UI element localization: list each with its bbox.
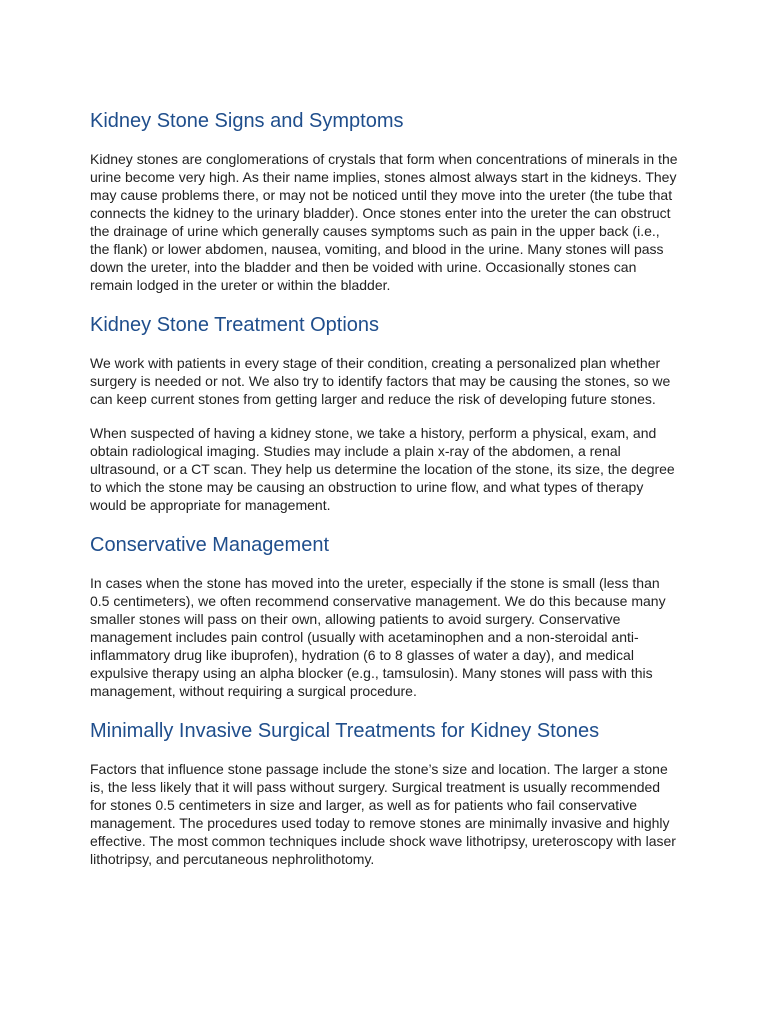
- body-paragraph: We work with patients in every stage of their condition, creating a personalized plan whether surgery is needed or not. We also try to identify factors that may be causing the stones, so we can keep current stones from getting larger and reduce the risk of developing future stones.: [90, 355, 671, 407]
- section-surgical-treatments: [90, 718, 680, 868]
- document-page: [90, 108, 680, 884]
- section-heading: Kidney Stone Signs and Symptoms: [90, 110, 404, 132]
- section-treatment-options: [90, 312, 680, 514]
- body-paragraph: Kidney stones are conglomerations of crystals that form when concentrations of minerals in the urine become very high. As their name implies, stones almost always start in the kidneys. They may cause problems there, or may not be noticed until they move into the ureter (the tube that connects the kidney to the urinary bladder). Once stones enter into the ureter the can obstruct the drainage of urine which generally causes symptoms such as pain in the upper back (i.e., the flank) or lower abdomen, nausea, vomiting, and blood in the urine. Many stones will pass down the ureter, into the bladder and then be voided with urine. Occasionally stones can remain lodged in the ureter or within the bladder.: [90, 151, 678, 293]
- body-paragraph: Factors that influence stone passage include the stone’s size and location. The larger a stone is, the less likely that it will pass without surgery. Surgical treatment is usually recommended for stones 0.5 centimeters in size and larger, as well as for patients who fail conservative management. The procedures used today to remove stones are minimally invasive and highly effective. The most common techniques include shock wave lithotripsy, ureteroscopy with laser lithotripsy, and percutaneous nephrolithotomy.: [90, 761, 676, 867]
- body-paragraph: In cases when the stone has moved into the ureter, especially if the stone is small (less than 0.5 centimeters), we often recommend conservative management. We do this because many smaller stones will pass on their own, allowing patients to avoid surgery. Conservative management includes pain control (usually with acetaminophen and a non-steroidal anti-inflammatory drug like ibuprofen), hydration (6 to 8 glasses of water a day), and medical expulsive therapy using an alpha blocker (e.g., tamsulosin). Many stones will pass with this management, without requiring a surgical procedure.: [90, 575, 666, 699]
- section-conservative-management: [90, 532, 680, 700]
- section-heading: Kidney Stone Treatment Options: [90, 314, 380, 336]
- body-paragraph: When suspected of having a kidney stone, we take a history, perform a physical, exam, and obtain radiological imaging. Studies may include a plain x-ray of the abdomen, a renal ultrasound, or a CT scan. They help us determine the location of the stone, its size, the degree to which the stone may be causing an obstruction to urine flow, and what types of therapy would be appropriate for management.: [90, 425, 675, 513]
- section-heading: Minimally Invasive Surgical Treatments for Kidney Stones: [90, 720, 600, 742]
- section-heading: Conservative Management: [90, 534, 330, 556]
- section-signs-and-symptoms: [90, 108, 680, 294]
